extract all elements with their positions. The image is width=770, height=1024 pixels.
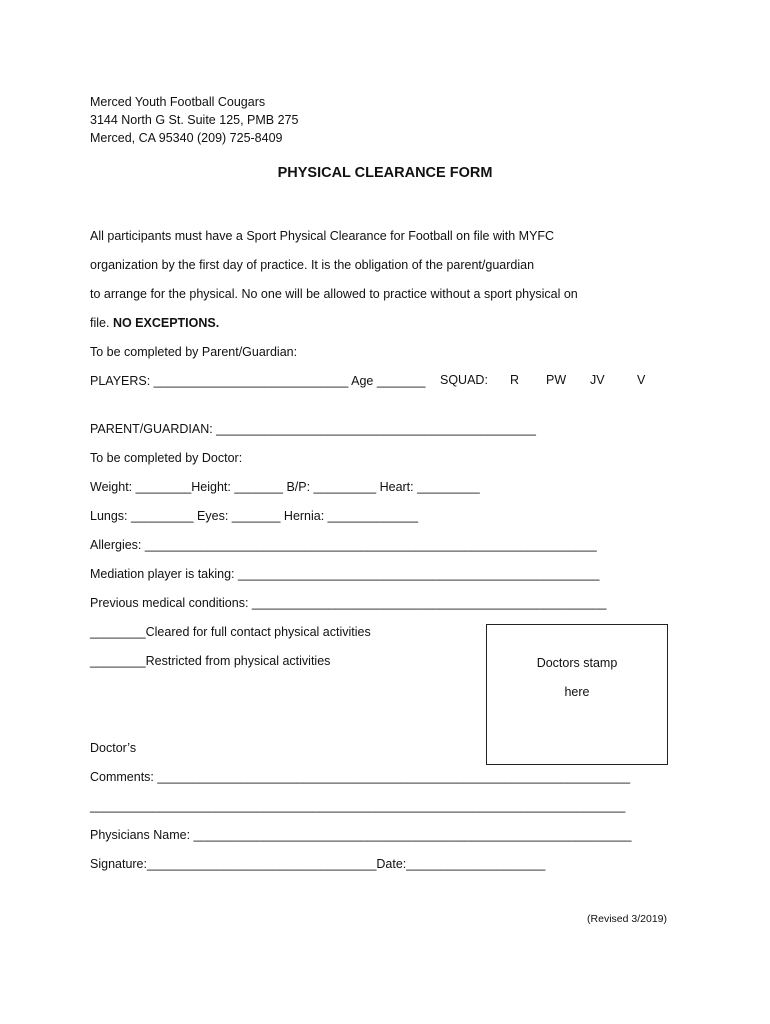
comments-field-line-2[interactable]: _____________________________________________________________________________: [90, 799, 626, 813]
stamp-label-line-1: Doctors stamp: [536, 656, 618, 670]
lungs-eyes-hernia-field[interactable]: Lungs: _________ Eyes: _______ Hernia: _____________: [90, 509, 419, 523]
org-name: Merced Youth Football Cougars: [90, 95, 266, 109]
comments-field[interactable]: Comments: ____________________________________________________________________: [90, 770, 631, 784]
vitals-field[interactable]: Weight: ________Height: _______ B/P: _________ Heart: _________: [90, 480, 480, 494]
medical-conditions-field[interactable]: Previous medical conditions: ___________________________________________________: [90, 596, 607, 610]
parent-section-heading: To be completed by Parent/Guardian:: [90, 345, 298, 359]
address-line-2: Merced, CA 95340 (209) 725-8409: [90, 131, 283, 145]
players-age-field[interactable]: PLAYERS: ____________________________ Age _______: [90, 374, 426, 388]
medication-field[interactable]: Mediation player is taking: ____________________________________________________: [90, 567, 600, 581]
doctors-label: Doctor’s: [90, 741, 137, 755]
stamp-label-line-2: here: [564, 685, 590, 699]
squad-option-v[interactable]: V: [637, 373, 646, 387]
parent-guardian-field[interactable]: PARENT/GUARDIAN: ______________________________________________: [90, 422, 536, 436]
intro-line-3: to arrange for the physical. No one will be allowed to practice without a sport physical on: [90, 287, 578, 301]
cleared-option[interactable]: ________Cleared for full contact physical activities: [90, 625, 371, 639]
squad-label: SQUAD:: [440, 373, 488, 387]
intro-line-1: All participants must have a Sport Physical Clearance for Football on file with MYFC: [90, 229, 555, 243]
no-exceptions-text: NO EXCEPTIONS.: [112, 316, 220, 330]
squad-option-jv[interactable]: JV: [590, 373, 605, 387]
intro-line-2: organization by the first day of practice. It is the obligation of the parent/guardian: [90, 258, 535, 272]
signature-date-field[interactable]: Signature:_________________________________Date:____________________: [90, 857, 546, 871]
intro-line-4: [90, 315, 219, 331]
form-title: PHYSICAL CLEARANCE FORM: [277, 165, 493, 181]
revision-note: (Revised 3/2019): [587, 913, 667, 925]
restricted-option[interactable]: ________Restricted from physical activities: [90, 654, 331, 668]
address-line-1: 3144 North G St. Suite 125, PMB 275: [90, 113, 299, 127]
intro-line-4-prefix: file.: [90, 316, 113, 330]
squad-option-r[interactable]: R: [510, 373, 520, 387]
physician-name-field[interactable]: Physicians Name: _______________________________________________________________: [90, 828, 632, 842]
doctor-stamp-box: [486, 624, 668, 765]
squad-option-pw[interactable]: PW: [546, 373, 567, 387]
doctor-section-heading: To be completed by Doctor:: [90, 451, 243, 465]
allergies-field[interactable]: Allergies: _________________________________________________________________: [90, 538, 597, 552]
